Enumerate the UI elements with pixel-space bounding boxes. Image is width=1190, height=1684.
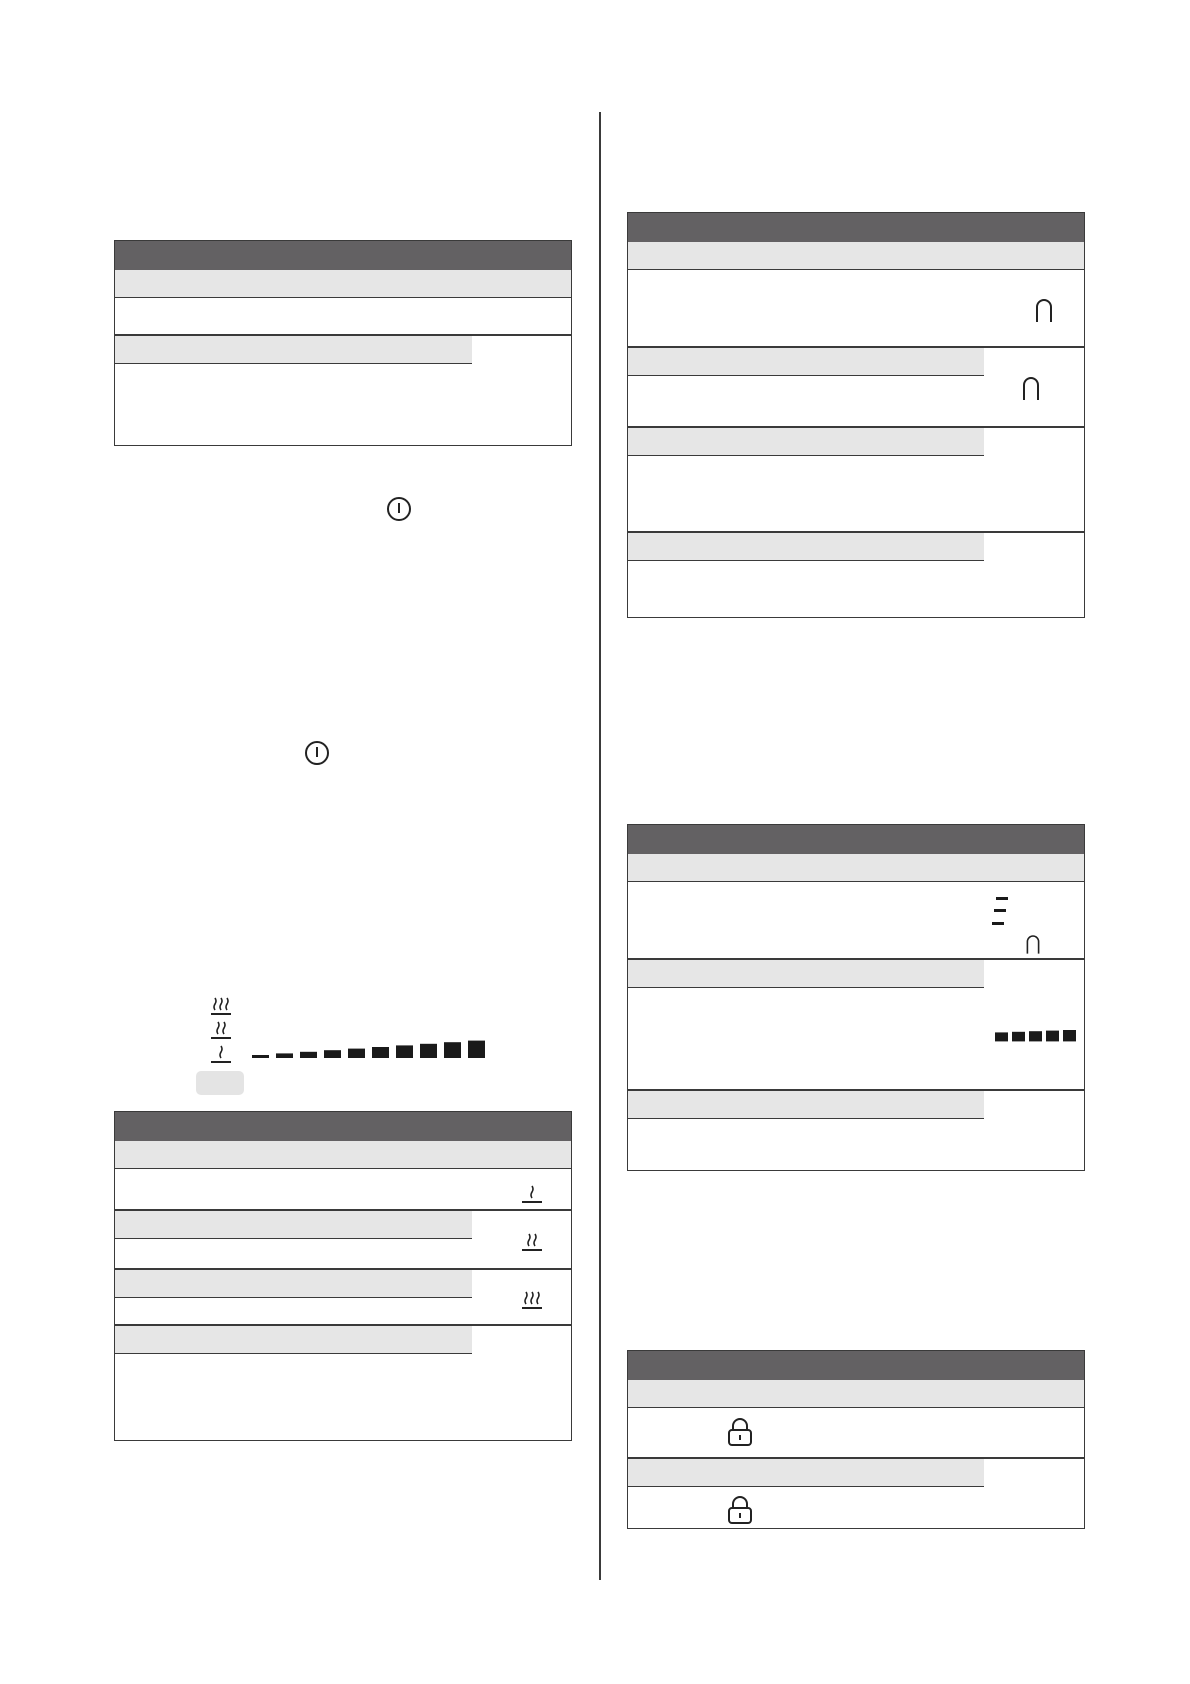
table-2-header — [115, 1112, 571, 1141]
heat-level-2-icon — [521, 1232, 543, 1252]
heat-scale-label-box — [196, 1071, 244, 1095]
table-4-header — [628, 825, 1084, 854]
table-3-section-4 — [628, 533, 984, 561]
heat-scale-step — [396, 1045, 413, 1058]
table-4-section-2 — [628, 960, 984, 988]
child-lock-icon — [726, 1417, 754, 1447]
table-2-section-3 — [115, 1270, 472, 1298]
table-4-section-1 — [628, 854, 1084, 882]
heat-scale-step — [348, 1049, 365, 1058]
table-1-section-2 — [115, 336, 472, 364]
power-icon — [386, 496, 412, 522]
heat-scale-step — [468, 1041, 485, 1058]
table-3-section-1 — [628, 242, 1084, 270]
table-5-section-1 — [628, 1380, 1084, 1408]
heat-scale-step — [372, 1047, 389, 1058]
power-bar-segment — [995, 1032, 1008, 1041]
power-icon — [304, 740, 330, 766]
table-2-section-1 — [115, 1141, 571, 1169]
pot-detection-icon — [1021, 375, 1041, 401]
heat-level-1-icon — [521, 1184, 543, 1204]
power-bar-segment — [1012, 1032, 1025, 1042]
table-2-section-2 — [115, 1211, 472, 1239]
heat-level-3-icon — [521, 1290, 543, 1310]
table-3 — [627, 212, 1085, 618]
table-2-section-4 — [115, 1326, 472, 1354]
heat-scale-step — [324, 1050, 341, 1058]
table-5-section-2 — [628, 1459, 984, 1487]
heat-level-2-icon — [210, 1020, 232, 1040]
heat-scale-step — [444, 1042, 461, 1058]
heat-level-1-icon — [210, 1044, 232, 1064]
child-lock-icon — [726, 1495, 754, 1525]
power-bar-segment — [1063, 1030, 1076, 1041]
heat-scale-step — [252, 1055, 269, 1058]
power-level-bars-icon — [995, 1028, 1081, 1042]
table-5-header — [628, 1351, 1084, 1380]
table-4 — [627, 824, 1085, 1171]
table-4-section-3 — [628, 1091, 984, 1119]
table-3-header — [628, 213, 1084, 242]
heat-scale-step — [420, 1044, 437, 1058]
heat-scale-step — [300, 1052, 317, 1058]
power-bar-segment — [1046, 1031, 1059, 1042]
pot-detection-icon — [1025, 933, 1041, 955]
residual-heat-icon — [990, 895, 1012, 931]
table-1-header — [115, 241, 571, 270]
table-3-section-2 — [628, 348, 984, 376]
table-1-section-1 — [115, 270, 571, 298]
heat-level-3-icon — [210, 996, 232, 1016]
heat-scale-step — [276, 1053, 293, 1058]
table-2 — [114, 1111, 572, 1441]
table-3-section-3 — [628, 428, 984, 456]
column-divider — [599, 112, 601, 1580]
table-5 — [627, 1350, 1085, 1529]
heat-scale-bars — [252, 1036, 494, 1060]
power-bar-segment — [1029, 1031, 1042, 1041]
pot-detection-icon — [1034, 297, 1054, 323]
table-1 — [114, 240, 572, 446]
